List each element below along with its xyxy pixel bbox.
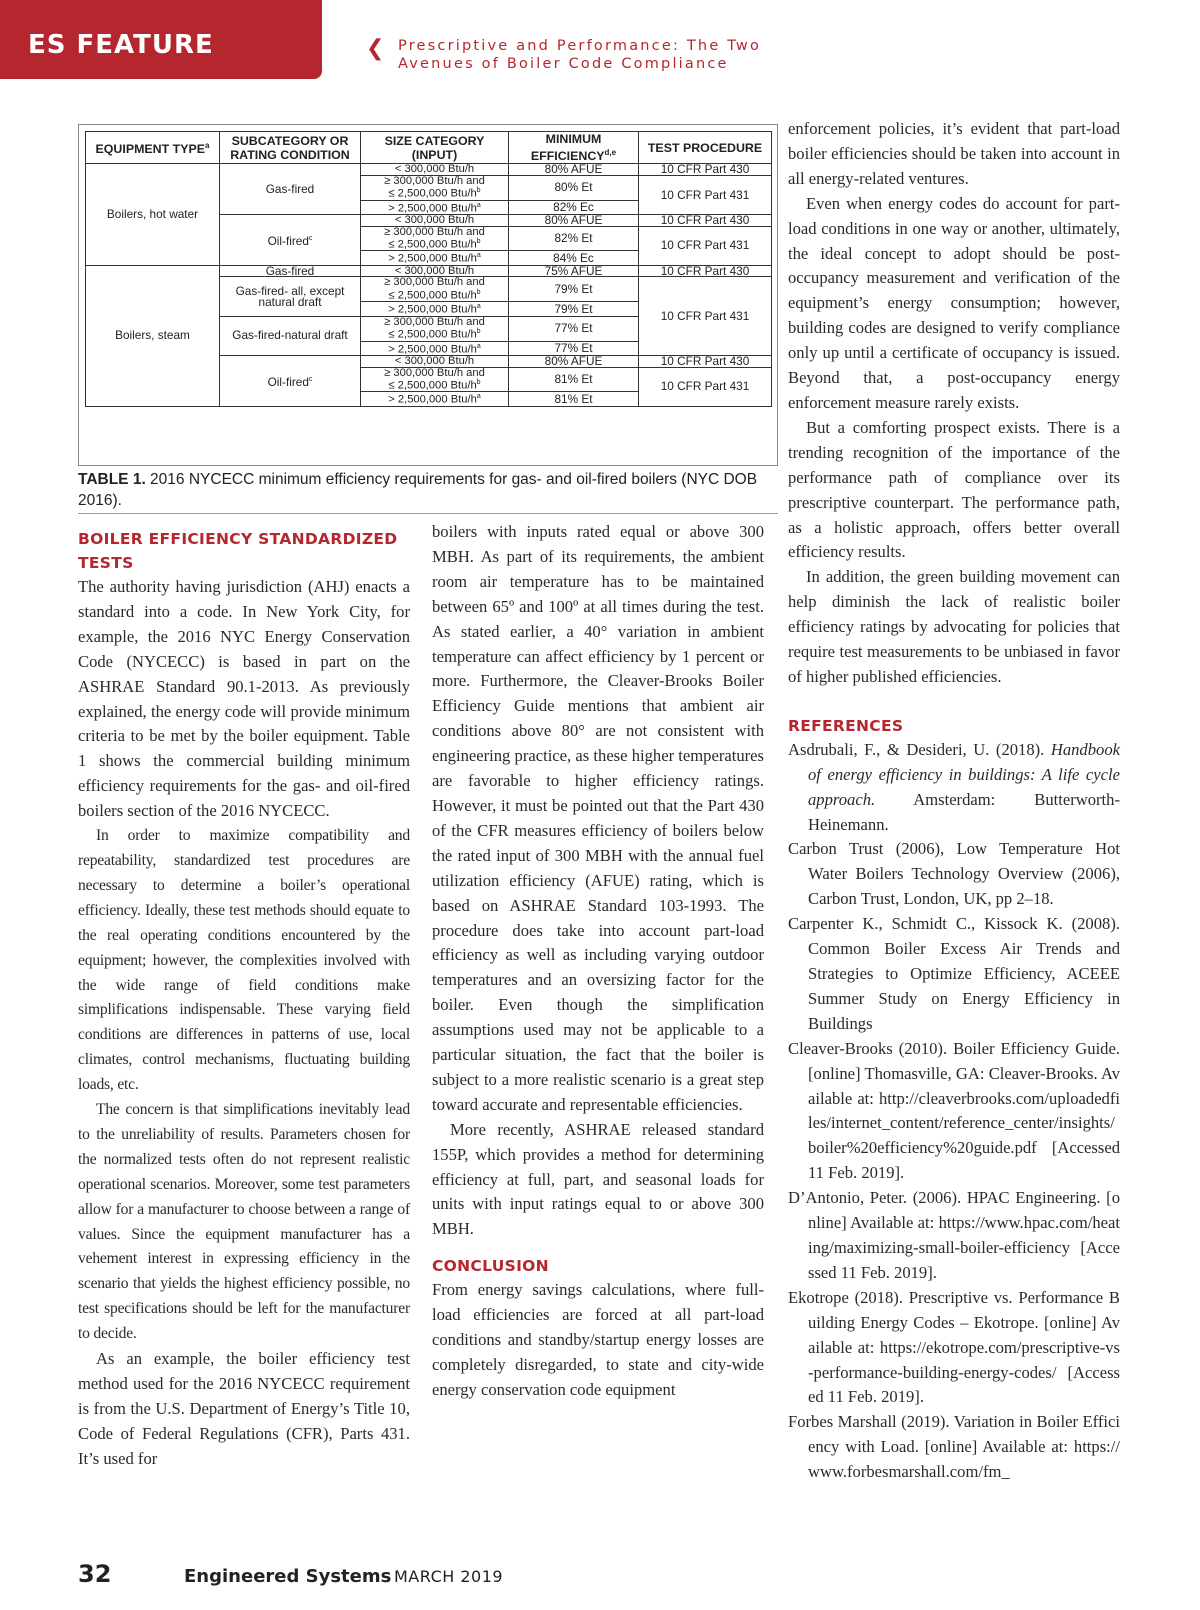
column-1 [78, 527, 410, 1472]
table-caption [78, 469, 778, 511]
cell-efficiency: 77% Et [509, 316, 639, 341]
cell-efficiency: 77% Et [509, 341, 639, 355]
cell-efficiency: 80% AFUE [509, 164, 639, 176]
paragraph: boilers with inputs rated equal or above 300 MBH. As part of its requirements, the ambient room air temperature has to be maintained between 65º and 100º at all times during the test. As stated earlier, a 40° variation in ambient temperature can affect efficiency by 1 percent or more. Furthermore, the Cleaver-Brooks Boiler Efficiency Guide mentions that ambient air conditions above 80° are not consistent with engineering practice, as these higher temperatures are favorable to higher efficiency ratings. However, it must be pointed out that the Part 430 of the CFR measures efficiency of boilers below the rated input of 300 MBH with the annual fuel utilization efficiency (AFUE) rating, which is based on ASHRAE Standard 103-1993. The procedure does take into account part-load efficiency as well as including varying outdoor temperatures and an oversizing factor for the boiler. Even though the simplification assumptions used may not be applicable to a particular situation, the fact that the boiler is subject to a more realistic scenario is a great step toward accurate and representable efficiencies. [432, 522, 764, 1114]
header-equipment: EQUIPMENT TYPE$^a$ [86, 132, 220, 164]
cell-efficiency: 75% AFUE [509, 265, 639, 277]
reference-item: Ekotrope (2018). Prescriptive vs. Performance Building Energy Codes – Ekotrope. [online] Available at: https://ekotrope.com/prescriptive-vs-performance-building-energy-codes/ [Accessed 11 Feb. 2019]. [788, 1287, 1120, 1407]
reference-item: Carbon Trust (2006), Low Temperature Hot Water Boilers Technology Overview (2006), Carbon Trust, London, UK, pp 2–18. [788, 839, 1120, 909]
article-title-line2: Avenues of Boiler Code Compliance [398, 56, 729, 72]
chevron-left-icon[interactable]: ❮ [366, 36, 385, 61]
cell-size: > 2,500,000 Btu/$h^a$ [361, 392, 509, 406]
cell-test: 10 CFR Part 431 [639, 277, 772, 356]
cell-subcategory: Oil-fired$^c$ [220, 355, 361, 406]
reference-item: Asdrubali, F., & Desideri, U. (2018). Handbook of energy efficiency in buildings: A life cycle approach. Amsterdam: Butterworth-Heinemann. [788, 739, 1120, 834]
cell-test: 10 CFR Part 430 [639, 214, 772, 226]
efficiency-table [85, 131, 772, 407]
paragraph: From energy savings calculations, where full-load efficiencies are forced at all part-load conditions and standby/startup energy losses are completely disregarded, to state and city-wide energy conservation code equipment [432, 1280, 764, 1399]
cell-test: 10 CFR Part 431 [639, 367, 772, 406]
cell-efficiency: 82% Ec [509, 200, 639, 214]
caption-divider [78, 513, 778, 514]
cell-efficiency: 80% Et [509, 175, 639, 200]
cell-size: ≥ 300,000 Btu/h and ≤ 2,500,000 Btu/$h^b$ [361, 316, 509, 341]
table-header-row [86, 132, 772, 164]
cell-size: ≥ 300,000 Btu/h and ≤ 2,500,000 Btu/$h^b$ [361, 277, 509, 302]
paragraph: The concern is that simplifications inevitably lead to the unreliability of results. Parameters chosen for the normalized tests often do not represent realistic operational scenarios. Moreover, some test parameters allow for a manufacturer to choose between a range of values. Since the equipment manufacturer has a vehement interest in expressing efficiency in the scenario that yields the highest efficiency possible, no test specifications should be left for the manufacturer to decide. [78, 1101, 410, 1343]
column-2 [432, 520, 764, 1403]
cell-subcategory: Gas-fired [220, 164, 361, 215]
article-title-line1: Prescriptive and Performance: The Two [398, 38, 762, 54]
header-efficiency: MINIMUM EFFICIENCY$^{d,e}$ [509, 132, 639, 164]
issue-date: MARCH 2019 [394, 1567, 504, 1586]
paragraph: But a comforting prospect exists. There is a trending recognition of the importance of the performance path of compliance over its prescriptive counterpart. The performance path, as a holistic approach, offers better overall efficiency results. [788, 417, 1120, 562]
cell-size: ≥ 300,000 Btu/h and ≤ 2,500,000 Btu/$h^b$ [361, 226, 509, 251]
reference-item: Carpenter K., Schmidt C., Kissock K. (2008). Common Boiler Excess Air Trends and Strategies to Optimize Efficiency, ACEEE Summer Study on Energy Efficiency in Buildings [788, 914, 1120, 1033]
cell-efficiency: 80% AFUE [509, 214, 639, 226]
table-row [86, 265, 772, 277]
cell-test: 10 CFR Part 430 [639, 355, 772, 367]
cell-efficiency: 79% Et [509, 277, 639, 302]
cell-size: ≥ 300,000 Btu/h and ≤ 2,500,000 Btu/$h^b$ [361, 367, 509, 392]
cell-test: 10 CFR Part 430 [639, 265, 772, 277]
cell-subcategory: Gas-fired-natural draft [220, 316, 361, 355]
paragraph: In order to maximize compatibility and repeatability, standardized test procedures are necessary to determine a boiler’s operational efficiency. Ideally, these test methods should equate to the real operating conditions encountered by the equipment; however, the complexities involved with the wide range of field conditions make simplifications indispensable. These varying field conditions are differences in patterns of use, local climates, control mechanisms, fluctuating building loads, etc. [78, 827, 410, 1094]
paragraph: In addition, the green building movement can help diminish the lack of realistic boiler efficiency ratings by advocating for policies that require test measurements to be unbiased in favor of higher published efficiencies. [788, 567, 1120, 686]
caption-text: 2016 NYCECC minimum efficiency requirements for gas- and oil-fired boilers (NYC DOB 2016). [78, 471, 758, 509]
column-3 [788, 117, 1120, 1485]
cell-efficiency: 84% Ec [509, 251, 639, 265]
efficiency-table-figure [78, 124, 778, 466]
cell-equipment: Boilers, hot water [86, 164, 220, 266]
cell-test: 10 CFR Part 431 [639, 226, 772, 265]
cell-test: 10 CFR Part 430 [639, 164, 772, 176]
cell-test: 10 CFR Part 431 [639, 175, 772, 214]
cell-size: > 2,500,000 Btu/$h^a$ [361, 341, 509, 355]
reference-item: Cleaver-Brooks (2010). Boiler Efficiency Guide. [online] Thomasville, GA: Cleaver-Brooks. Available at: http://cleaverbrooks.com/uploadedfiles/internet_content/reference_center/insights/boiler%20efficiency%20guide.pdf [Accessed 11 Feb. 2019]. [788, 1038, 1120, 1183]
page-number: 32 [78, 1560, 112, 1588]
cell-efficiency: 82% Et [509, 226, 639, 251]
cell-size: ≥ 300,000 Btu/h and ≤ 2,500,000 Btu/$h^b$ [361, 175, 509, 200]
section-heading-references: REFERENCES [788, 716, 904, 735]
cell-efficiency: 81% Et [509, 392, 639, 406]
cell-subcategory: Oil-fired$^c$ [220, 214, 361, 265]
paragraph: More recently, ASHRAE released standard 155P, which provides a method for determining efficiency at full, part, and seasonal loads for units with input ratings equal to or above 300 MBH. [432, 1119, 764, 1239]
cell-efficiency: 79% Et [509, 302, 639, 316]
cell-size: > 2,500,000 Btu/$h^a$ [361, 302, 509, 316]
header-subcategory: SUBCATEGORY OR RATING CONDITION [220, 132, 361, 164]
cell-subcategory: Gas-fired [220, 265, 361, 277]
cell-subcategory: Gas-fired- all, except natural draft [220, 277, 361, 316]
paragraph: As an example, the boiler efficiency test method used for the 2016 NYCECC requirement is from the U.S. Department of Energy’s Title 10, Code of Federal Regulations (CFR), Parts 431. It’s used for [78, 1349, 410, 1468]
section-tab [0, 0, 322, 79]
cell-efficiency: 81% Et [509, 367, 639, 392]
article-title [398, 37, 761, 73]
cell-size: > 2,500,000 Btu/$h^a$ [361, 200, 509, 214]
cell-size: < 300,000 Btu/h [361, 355, 509, 367]
header-test: TEST PROCEDURE [639, 132, 772, 164]
paragraph: enforcement policies, it’s evident that part-load boiler efficiencies should be taken into account in all energy-related ventures. [788, 119, 1120, 188]
header-size: SIZE CATEGORY (INPUT) [361, 132, 509, 164]
cell-efficiency: 80% AFUE [509, 355, 639, 367]
paragraph: Even when energy codes do account for part-load conditions in one way or another, ultimately, the ideal concept to adopt should be post-occupancy measurement and verification of the equipment’s energy consumption; however, building codes are designed to verify compliance only up until a certificate of occupancy is issued. Beyond that, a post-occupancy energy enforcement measure rarely exists. [788, 193, 1120, 412]
reference-item: Forbes Marshall (2019). Variation in Boiler Efficiency with Load. [online] Available at: https://www.forbesmarshall.com/fm_ [788, 1412, 1120, 1482]
caption-label: TABLE 1. [78, 471, 146, 488]
cell-size: < 300,000 Btu/h [361, 265, 509, 277]
reference-item: D’Antonio, Peter. (2006). HPAC Engineering. [online] Available at: https://www.hpac.com/heating/maximizing-small-boiler-efficiency [Accessed 11 Feb. 2019]. [788, 1188, 1120, 1282]
section-heading-conclusion: CONCLUSION [432, 1257, 549, 1276]
section-tab-label: ES FEATURE [28, 30, 214, 60]
cell-size: > 2,500,000 Btu/$h^a$ [361, 251, 509, 265]
cell-size: < 300,000 Btu/h [361, 164, 509, 176]
magazine-name: Engineered Systems [184, 1566, 392, 1587]
cell-equipment: Boilers, steam [86, 265, 220, 406]
paragraph: The authority having jurisdiction (AHJ) enacts a standard into a code. In New York City, for example, the 2016 NYC Energy Conservation Code (NYCECC) is based in part on the ASHRAE Standard 90.1-2013. As previously explained, the energy code will provide minimum criteria to be met by the boiler equipment. Table 1 shows the commercial building minimum efficiency requirements for the gas- and oil-fired boilers section of the 2016 NYCECC. [78, 577, 410, 821]
section-heading-tests: BOILER EFFICIENCY STANDARDIZED TESTS [78, 530, 398, 572]
table-row [86, 164, 772, 176]
cell-size: < 300,000 Btu/h [361, 214, 509, 226]
